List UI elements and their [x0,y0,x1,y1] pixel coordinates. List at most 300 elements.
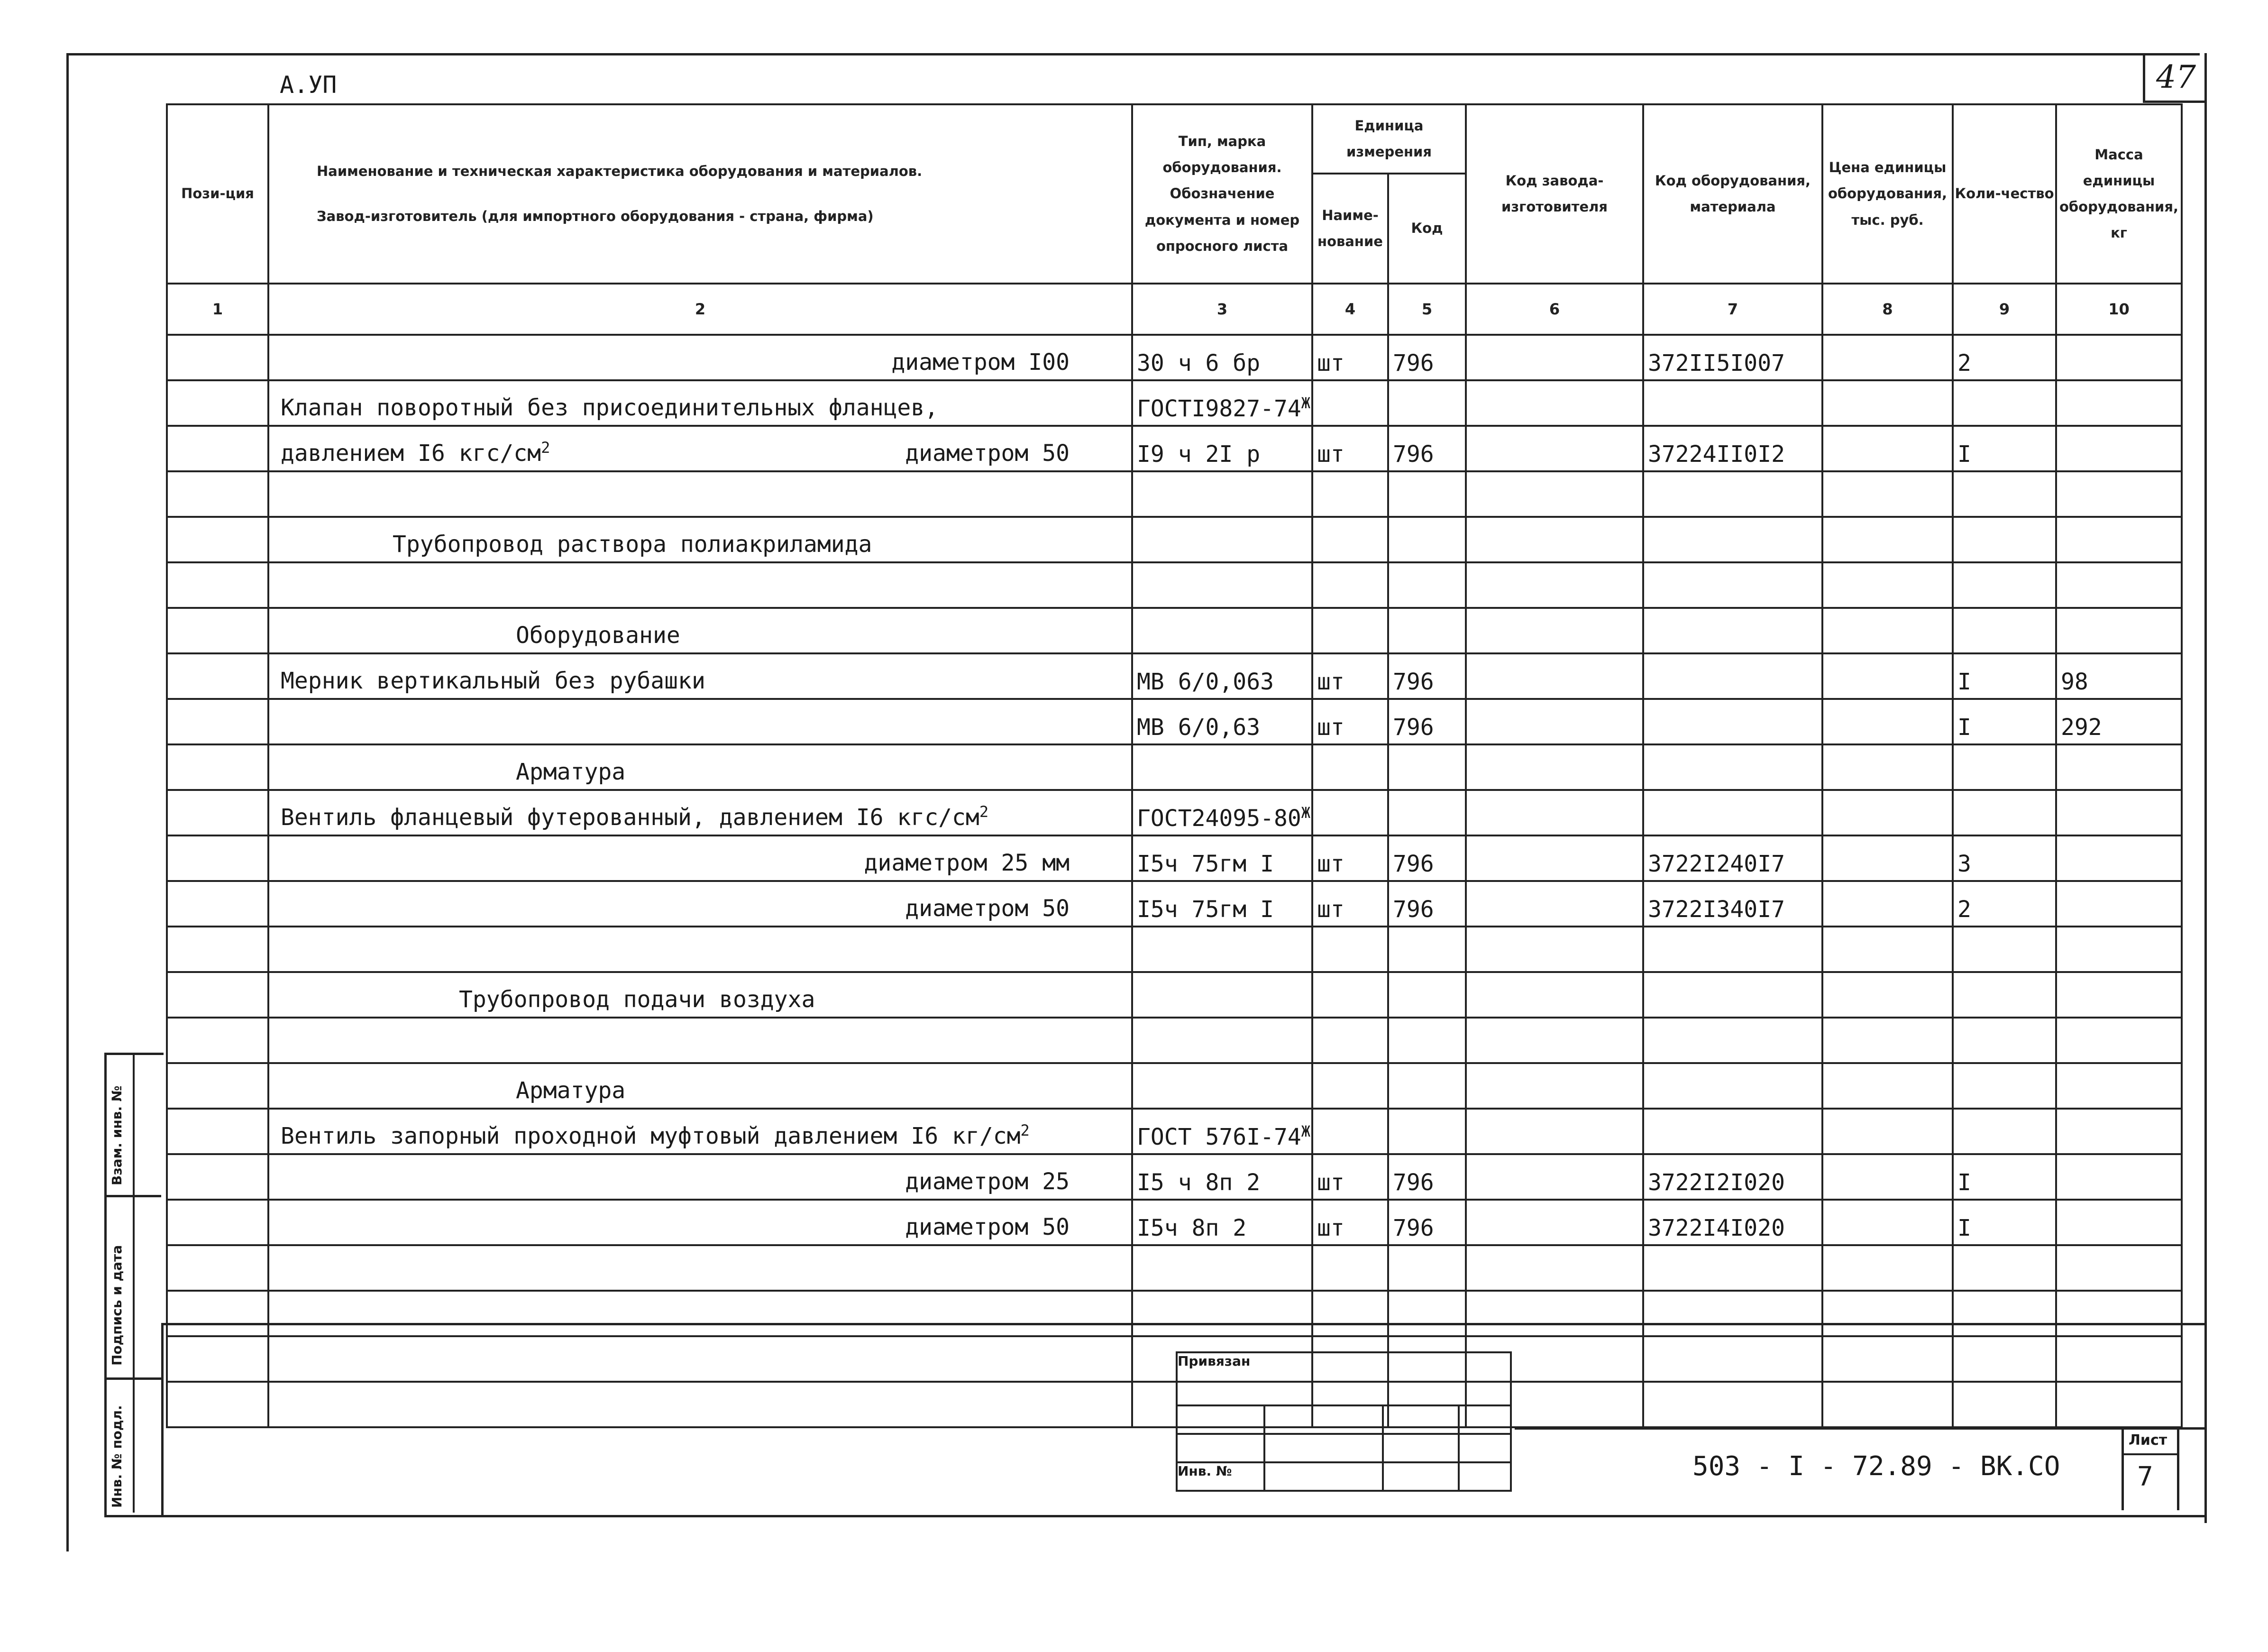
table-row [167,1109,2182,1154]
cell-mass [2056,927,2182,972]
item-name: диаметром I00 [891,349,1070,376]
col-number-7: 7 [1643,284,1822,335]
item-quantity: I [1957,1215,1971,1241]
frame-right-line [2204,53,2207,1523]
cell-mass [2056,972,2182,1018]
item-name: диаметром 25 [905,1168,1070,1195]
col-mass-header: Масса единицы оборудования, кг [2056,104,2182,284]
cell-factory-code [1466,335,1643,380]
cell-quantity [1953,1063,2056,1109]
table-row [167,881,2182,927]
item-name: Трубопровод раствора полиакриламида [393,531,872,558]
item-type: МВ 6/0,063 [1137,669,1274,695]
cell-type [1132,790,1312,835]
cell-type [1132,1245,1312,1291]
item-quantity: I [1957,669,1971,695]
cell-unit [1312,1109,1388,1154]
cell-name [268,1154,1132,1200]
cell-position [167,335,268,380]
table-row [167,835,2182,881]
specification-table [166,103,2183,1428]
cell-factory-code [1466,426,1643,471]
side-label-signature-date: Подпись и дата [109,1245,125,1366]
table-row [167,426,2182,471]
item-unit: шт [1317,350,1344,376]
cell-name [268,1245,1132,1291]
cell-position [167,699,268,744]
cell-equipment-code [1643,881,1822,927]
cell-mass [2056,881,2182,927]
item-type: I5 ч 8п 2 [1137,1169,1261,1196]
cell-position [167,835,268,881]
cell-name [268,608,1132,653]
item-quantity: 3 [1957,851,1971,877]
cell-equipment-code [1643,972,1822,1018]
cell-price [1822,881,1953,927]
item-unit: шт [1317,1215,1344,1241]
side-cell-divider-2 [104,1377,161,1380]
cell-quantity [1953,1200,2056,1245]
item-type: I9 ч 2I р [1137,441,1261,468]
item-unit: шт [1317,714,1344,741]
cell-type [1132,699,1312,744]
item-name: Трубопровод подачи воздуха [459,986,815,1013]
cell-quantity [1953,517,2056,562]
cell-factory-code [1466,699,1643,744]
cell-name [268,881,1132,927]
col-position-header: Пози-ция [167,104,268,284]
cell-mass [2056,1109,2182,1154]
cell-position [167,1018,268,1063]
item-unit-code: 796 [1393,350,1434,376]
col-price-header: Цена единицы оборудования, тыс. руб. [1822,104,1953,284]
cell-type [1132,335,1312,380]
side-strip-divider [133,1053,135,1513]
table-row [167,380,2182,426]
cell-name [268,471,1132,517]
item-quantity: I [1957,714,1971,741]
cell-factory-code [1466,1063,1643,1109]
cell-unit-code [1388,1018,1466,1063]
cell-mass [2056,471,2182,517]
item-type: ГОСТI9827-74 [1137,395,1301,422]
cell-unit [1312,790,1388,835]
cell-unit [1312,1063,1388,1109]
cell-quantity [1953,426,2056,471]
col-type-header: Тип, марка оборудования. Обозначение документа и номер опросного листа [1132,104,1312,284]
cell-equipment-code [1643,335,1822,380]
frame-top-line [66,53,2200,55]
cell-type [1132,562,1312,608]
item-unit-code: 796 [1393,851,1434,877]
cell-unit [1312,335,1388,380]
cell-factory-code [1466,744,1643,790]
cell-quantity [1953,1018,2056,1063]
cell-price [1822,699,1953,744]
cell-name [268,380,1132,426]
cell-type [1132,1154,1312,1200]
cell-name [268,972,1132,1018]
item-name: диаметром 50 [905,1214,1070,1240]
cell-type [1132,471,1312,517]
item-name: Мерник вертикальный без рубашки [281,668,705,694]
cell-type [1132,653,1312,699]
cell-position [167,426,268,471]
cell-quantity [1953,380,2056,426]
item-name: Клапан поворотный без присоединительных фланцев, [281,395,939,421]
item-unit: шт [1317,669,1344,695]
item-quantity: 2 [1957,350,1971,376]
cell-position [167,744,268,790]
item-equipment-code: 37224II0I2 [1648,441,1785,468]
item-mass: 98 [2061,669,2088,695]
cell-type [1132,1018,1312,1063]
page-code: А.УП [280,71,337,99]
cell-equipment-code [1643,653,1822,699]
cell-type [1132,927,1312,972]
cell-quantity [1953,608,2056,653]
col-unit-name-header: Наиме-нование [1312,174,1388,284]
cell-mass [2056,1018,2182,1063]
cell-quantity [1953,1245,2056,1291]
sheet-label: Лист [2129,1432,2167,1449]
col-quantity-header: Коли-чество [1953,104,2056,284]
item-equipment-code: 3722I340I7 [1648,896,1785,923]
cell-factory-code [1466,835,1643,881]
cell-quantity [1953,972,2056,1018]
cell-mass [2056,335,2182,380]
cell-name [268,1200,1132,1245]
item-unit: шт [1317,851,1344,877]
cell-type [1132,881,1312,927]
cell-unit-code [1388,426,1466,471]
item-unit-code: 796 [1393,896,1434,923]
cell-unit [1312,517,1388,562]
item-type-superscript: Ж [1301,394,1311,412]
cell-factory-code [1466,562,1643,608]
table-row [167,790,2182,835]
cell-equipment-code [1643,517,1822,562]
cell-unit-code [1388,517,1466,562]
stamp-inventory-label: Инв. № [1177,1462,1264,1491]
document-code: 503 - I - 72.89 - ВК.СО [1692,1451,2060,1482]
stamp-title: Привязан [1177,1352,1511,1405]
cell-unit [1312,608,1388,653]
table-row [167,517,2182,562]
col-name-header [268,104,1132,284]
cell-name [268,1018,1132,1063]
cell-factory-code [1466,1154,1643,1200]
cell-price [1822,335,1953,380]
item-equipment-code: 3722I4I020 [1648,1215,1785,1241]
col-number-1: 1 [167,284,268,335]
cell-name [268,517,1132,562]
item-name: диаметром 25 мм [864,850,1070,876]
cell-position [167,1154,268,1200]
item-name-superscript: 2 [1020,1121,1030,1139]
cell-unit-code [1388,380,1466,426]
cell-name [268,790,1132,835]
col-number-8: 8 [1822,284,1953,335]
title-block-divider [1515,1427,2204,1430]
cell-name [268,927,1132,972]
cell-unit [1312,471,1388,517]
cell-type [1132,608,1312,653]
item-type-superscript: Ж [1301,1122,1311,1140]
cell-unit [1312,835,1388,881]
cell-equipment-code [1643,608,1822,653]
cell-position [167,972,268,1018]
cell-unit-code [1388,972,1466,1018]
item-equipment-code: 3722I240I7 [1648,851,1785,877]
cell-name [268,1063,1132,1109]
cell-name [268,1109,1132,1154]
item-name-superscript: 2 [541,439,550,457]
cell-mass [2056,426,2182,471]
item-name: Вентиль запорный проходной муфтовый давлением I6 кг/см [281,1123,1021,1149]
cell-unit-code [1388,1063,1466,1109]
col-number-2: 2 [268,284,1132,335]
cell-equipment-code [1643,1109,1822,1154]
cell-quantity [1953,927,2056,972]
cell-factory-code [1466,927,1643,972]
cell-price [1822,653,1953,699]
item-quantity: I [1957,1169,1971,1196]
cell-type [1132,517,1312,562]
item-type: I5ч 8п 2 [1137,1215,1247,1241]
table-row [167,699,2182,744]
col-number-5: 5 [1388,284,1466,335]
table-row [167,1154,2182,1200]
table-row [167,562,2182,608]
cell-quantity [1953,699,2056,744]
col-unit-code-header: Код [1388,174,1466,284]
item-unit-code: 796 [1393,1169,1434,1196]
cell-price [1822,927,1953,972]
table-row [167,1018,2182,1063]
table-row [167,1063,2182,1109]
cell-factory-code [1466,608,1643,653]
cell-unit [1312,653,1388,699]
item-type: МВ 6/0,63 [1137,714,1261,741]
cell-unit-code [1388,471,1466,517]
cell-quantity [1953,335,2056,380]
cell-equipment-code [1643,1018,1822,1063]
cell-unit-code [1388,835,1466,881]
cell-name [268,699,1132,744]
cell-unit [1312,380,1388,426]
cell-factory-code [1466,881,1643,927]
cell-name [268,426,1132,471]
cell-type [1132,1063,1312,1109]
item-name: Арматура [516,1077,626,1104]
cell-quantity [1953,1154,2056,1200]
table-row [167,608,2182,653]
cell-price [1822,790,1953,835]
cell-unit-code [1388,608,1466,653]
cell-factory-code [1466,1018,1643,1063]
cell-factory-code [1466,517,1643,562]
cell-mass [2056,1063,2182,1109]
cell-equipment-code [1643,426,1822,471]
cell-quantity [1953,881,2056,927]
cell-unit [1312,1018,1388,1063]
cell-price [1822,1109,1953,1154]
cell-price [1822,1018,1953,1063]
cell-unit [1312,744,1388,790]
item-name: Оборудование [516,622,680,649]
cell-position [167,471,268,517]
item-quantity: I [1957,441,1971,468]
item-equipment-code: 372II5I007 [1648,350,1785,376]
cell-type [1132,1109,1312,1154]
cell-quantity [1953,835,2056,881]
cell-unit-code [1388,744,1466,790]
frame-left-line [66,53,69,1551]
item-name-size: диаметром 50 [905,440,1070,467]
item-name: Вентиль фланцевый футерованный, давлением I6 кгс/см [281,804,979,831]
cell-unit-code [1388,699,1466,744]
item-type: I5ч 75гм I [1137,851,1274,877]
item-unit: шт [1317,1169,1344,1196]
col-number-4: 4 [1312,284,1388,335]
cell-factory-code [1466,1109,1643,1154]
table-row [167,471,2182,517]
cell-quantity [1953,1109,2056,1154]
item-name: давлением I6 кгс/см [281,440,541,467]
item-unit-code: 796 [1393,714,1434,741]
cell-quantity [1953,653,2056,699]
cell-position [167,881,268,927]
table-row [167,1245,2182,1291]
cell-unit-code [1388,1200,1466,1245]
cell-position [167,1245,268,1291]
cell-factory-code [1466,471,1643,517]
cell-position [167,608,268,653]
cell-price [1822,1245,1953,1291]
sheet-number: 7 [2137,1461,2153,1492]
cell-equipment-code [1643,471,1822,517]
cell-name [268,335,1132,380]
cell-position [167,517,268,562]
cell-mass [2056,835,2182,881]
table-row [167,335,2182,380]
cell-price [1822,471,1953,517]
cell-unit [1312,972,1388,1018]
cell-position [167,380,268,426]
cell-unit-code [1388,653,1466,699]
cell-unit-code [1388,881,1466,927]
cell-equipment-code [1643,1245,1822,1291]
cell-unit [1312,562,1388,608]
col-equipment-code-header: Код оборудования, материала [1643,104,1822,284]
cell-mass [2056,653,2182,699]
cell-type [1132,972,1312,1018]
item-unit-code: 796 [1393,1215,1434,1241]
cell-equipment-code [1643,1154,1822,1200]
item-type: 30 ч 6 бр [1137,350,1261,376]
cell-name [268,562,1132,608]
cell-mass [2056,1200,2182,1245]
table-row [167,744,2182,790]
cell-factory-code [1466,1245,1643,1291]
cell-factory-code [1466,380,1643,426]
cell-name [268,835,1132,881]
cell-price [1822,426,1953,471]
handwritten-sheet-number: 47 [2143,53,2207,103]
side-label-replacement-inv: Взам. инв. № [109,1085,125,1185]
col-name-header-line1: Наименование и техническая характеристика оборудования и материалов. [317,163,923,179]
cell-factory-code [1466,1200,1643,1245]
cell-type [1132,744,1312,790]
cell-position [167,653,268,699]
cell-mass [2056,699,2182,744]
col-factory-code-header: Код завода-изготовителя [1466,104,1643,284]
cell-price [1822,835,1953,881]
item-name: диаметром 50 [905,895,1070,922]
cell-equipment-code [1643,790,1822,835]
cell-factory-code [1466,653,1643,699]
cell-equipment-code [1643,744,1822,790]
cell-unit [1312,1245,1388,1291]
cell-equipment-code [1643,699,1822,744]
cell-type [1132,835,1312,881]
cell-equipment-code [1643,380,1822,426]
cell-unit [1312,927,1388,972]
cell-factory-code [1466,790,1643,835]
col-number-9: 9 [1953,284,2056,335]
table-row [167,1200,2182,1245]
cell-price [1822,517,1953,562]
col-number-10: 10 [2056,284,2182,335]
item-unit: шт [1317,441,1344,468]
item-unit: шт [1317,896,1344,923]
col-unit-group-header: Единица измерения [1312,104,1466,174]
cell-price [1822,744,1953,790]
cell-position [167,1063,268,1109]
cell-unit-code [1388,927,1466,972]
cell-name [268,653,1132,699]
cell-quantity [1953,790,2056,835]
cell-position [167,927,268,972]
cell-equipment-code [1643,562,1822,608]
sheet-box-divider [2122,1453,2177,1455]
cell-price [1822,1154,1953,1200]
item-equipment-code: 3722I2I020 [1648,1169,1785,1196]
item-quantity: 2 [1957,896,1971,923]
cell-position [167,562,268,608]
cell-unit-code [1388,562,1466,608]
cell-mass [2056,608,2182,653]
col-name-header-line2: Завод-изготовитель (для импортного оборудования - страна, фирма) [317,208,874,224]
cell-equipment-code [1643,1063,1822,1109]
col-number-6: 6 [1466,284,1643,335]
table-row [167,653,2182,699]
item-name: Арматура [516,759,626,785]
item-type: ГОСТ24095-80 [1137,805,1301,832]
cell-mass [2056,1154,2182,1200]
cell-price [1822,1063,1953,1109]
cell-unit [1312,1200,1388,1245]
cell-unit-code [1388,1245,1466,1291]
item-type-superscript: Ж [1301,804,1311,822]
item-type: I5ч 75гм I [1137,896,1274,923]
cell-mass [2056,562,2182,608]
cell-mass [2056,744,2182,790]
cell-unit [1312,881,1388,927]
cell-factory-code [1466,972,1643,1018]
cell-unit [1312,1154,1388,1200]
